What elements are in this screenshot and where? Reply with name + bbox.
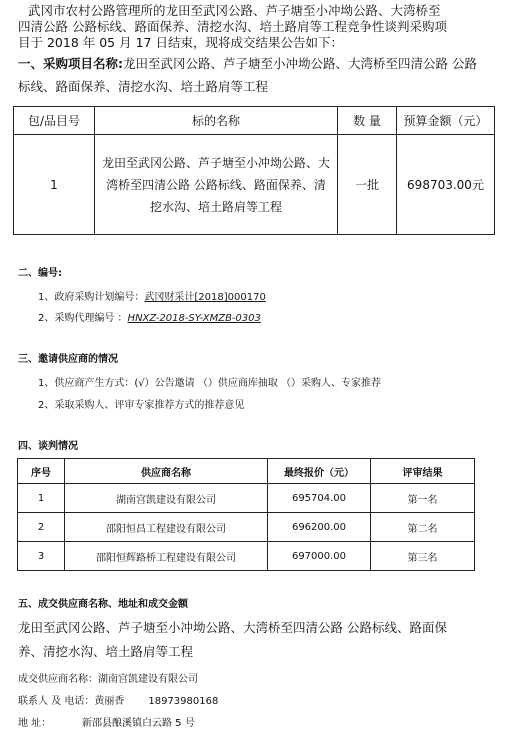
header-cell: 标的名称: [95, 107, 338, 135]
cell-no: 3: [18, 542, 65, 571]
supplier-value: 湖南宫凯建设有限公司: [98, 674, 198, 685]
plan-number-label: 1、政府采购计划编号：: [38, 292, 145, 303]
header-cell: 最终报价（元）: [268, 459, 371, 484]
section3-item1: 1、供应商产生方式：(√）公告邀请 （）供应商库抽取 （）采购人、专家推荐: [38, 378, 381, 389]
table-row: [18, 513, 475, 542]
cell-name-line: 湾桥至四清公路 公路标线、路面保养、清: [106, 177, 326, 192]
cell-result: 第一名: [371, 484, 475, 513]
intro-line: 武冈市农村公路管理所的龙田至武冈公路、芦子塘至小冲坳公路、大湾桥至: [28, 3, 441, 18]
agency-number-line: [38, 309, 261, 324]
section1-line2: 标线、路面保养、清挖水沟、培土路肩等工程: [18, 79, 269, 94]
header-cell: 预算金额（元）: [397, 107, 495, 135]
cell-amount: 698703.00元: [397, 135, 495, 235]
table-row: [14, 135, 495, 235]
section3-item2: 2、采取采购人、评审专家推荐方式的推荐意见: [38, 400, 245, 411]
cell-supplier: 邵阳恒昌工程建设有限公司: [65, 513, 268, 542]
procurement-table: [13, 106, 495, 235]
header-cell: 供应商名称: [65, 459, 268, 484]
agency-number-value: HNXZ-2018-SY-XMZB-0303: [127, 313, 261, 324]
address-value: 新邵县酿溪镇白云路 5 号: [82, 718, 195, 729]
cell-qty: 一批: [338, 135, 397, 235]
intro-line: 目于 2018 年 05 月 17 日结束，现将成交结果公告如下：: [18, 35, 343, 50]
address-label: 地 址：: [18, 718, 52, 729]
header-cell: 序号: [18, 459, 65, 484]
agency-number-label: 2、采购代理编号 ：: [38, 313, 128, 324]
contact-label: 联系人 及 电话：: [18, 696, 95, 707]
cell-name-line: 挖水沟、培土路肩等工程: [149, 199, 282, 214]
cell-no: 1: [14, 135, 95, 235]
section1-heading: 一、采购项目名称:: [18, 56, 123, 71]
section3-heading: 三、邀请供应商的情况: [18, 354, 118, 365]
plan-number-value: 武冈财采计[2018]000170: [144, 292, 266, 303]
intro-line: 四清公路 公路标线、路面保养、清挖水沟、培土路肩等工程竞争性谈判采购项: [18, 19, 447, 34]
cell-price: 696200.00: [268, 513, 371, 542]
plan-number-line: [38, 288, 266, 303]
header-cell: 数 量: [338, 107, 397, 135]
intro-paragraph: [18, 3, 514, 51]
section2-heading: 二、编号:: [18, 268, 62, 279]
negotiation-table: [17, 458, 475, 571]
cell-result: 第三名: [371, 542, 475, 571]
cell-name-line: 龙田至武冈公路、芦子塘至小冲坳公路、大: [101, 155, 330, 170]
contact-line: [18, 692, 218, 707]
cell-result: 第二名: [371, 513, 475, 542]
supplier-label: 成交供应商名称：: [18, 674, 98, 685]
contact-name: 黄丽香: [94, 696, 125, 707]
cell-no: 1: [18, 484, 65, 513]
cell-name: [95, 135, 338, 235]
section5-text-line1: 龙田至武冈公路、芦子塘至小冲坳公路、大湾桥至四清公路 公路标线、路面保: [18, 620, 447, 635]
cell-no: 2: [18, 513, 65, 542]
section5-heading: 五、成交供应商名称、地址和成交金额: [18, 599, 188, 610]
table-row: [18, 542, 475, 571]
cell-price: 695704.00: [268, 484, 371, 513]
header-cell: 评审结果: [371, 459, 475, 484]
cell-supplier: 湖南宫凯建设有限公司: [65, 484, 268, 513]
section4-heading: 四、谈判情况: [18, 441, 78, 452]
header-cell: 包/品目号: [14, 107, 95, 135]
supplier-line: [18, 670, 198, 685]
cell-supplier: 邵阳恒辉路桥工程建设有限公司: [65, 542, 268, 571]
cell-price: 697000.00: [268, 542, 371, 571]
section1-line1: [18, 55, 477, 72]
contact-phone: 18973980168: [148, 696, 219, 707]
table-header-row: [18, 459, 475, 484]
table-row: [18, 484, 475, 513]
table-header-row: [14, 107, 495, 135]
address-line: [18, 714, 195, 729]
section1-text: 龙田至武冈公路、芦子塘至小冲坳公路、大湾桥至四清公路 公路: [123, 56, 477, 71]
section5-text-line2: 养、清挖水沟、培土路肩等工程: [18, 644, 194, 659]
